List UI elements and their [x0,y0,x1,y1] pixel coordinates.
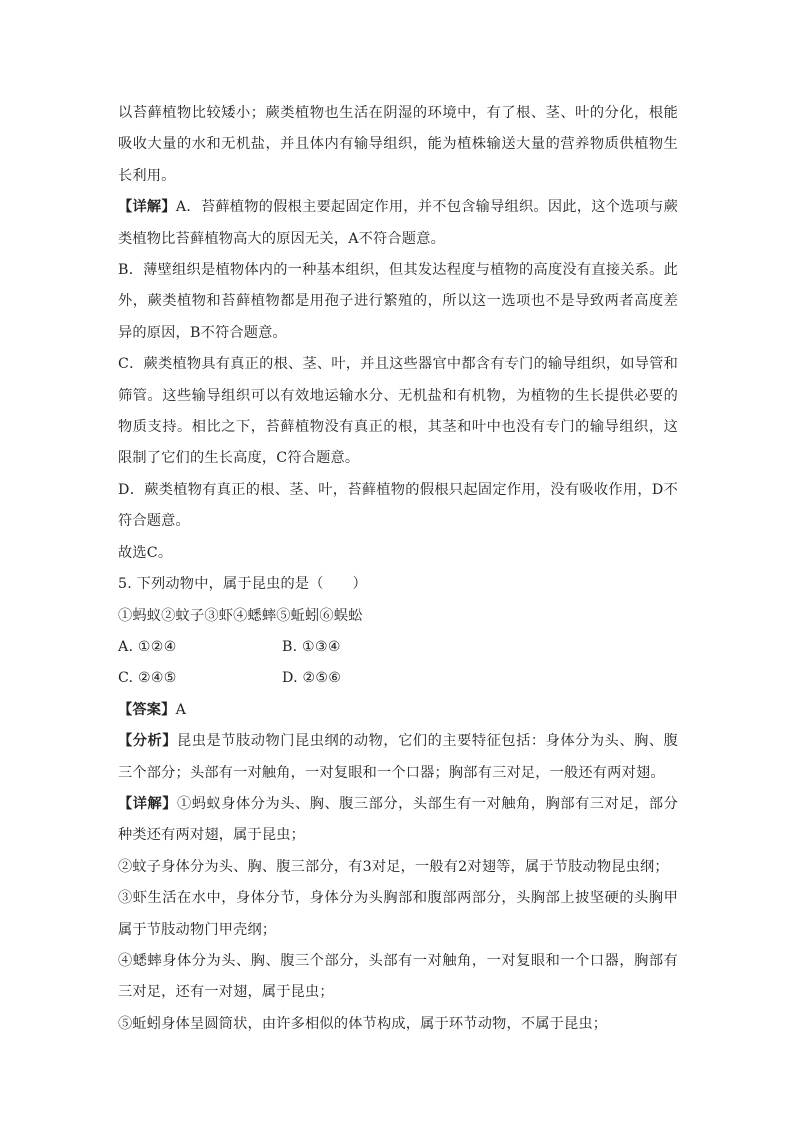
question-stem: 5. 下列动物中，属于昆虫的是（ ） [118,576,367,593]
paragraph-text: B．薄壁组织是植物体内的一种基本组织，但其发达程度与植物的高度没有直接关系。此外，蕨类植物和苔藓植物都是用孢子进行繁殖的，所以这一选项也不是导致两者高度差异的原因，B不符合题意。 [118,262,678,341]
paragraph-detail-a [118,192,678,255]
paragraph-text: ①蚂蚁身体分为头、胸、腹三部分，头部生有一对触角，胸部有三对足，部分种类还有两对翅，属于昆虫； [118,795,678,844]
question-items: ①蚂蚁②蚊子③虾④蟋蟀⑤蚯蚓⑥蜈蚣 [118,607,363,624]
option-row-2 [118,663,678,694]
answer-text: A [175,701,187,718]
answer-line [118,695,678,726]
section-label: 【详解】 [118,199,176,216]
paragraph-text: C．蕨类植物具有真正的根、茎、叶，并且这些器官中都含有专门的输导组织，如导管和筛管。这些输导组织可以有效地运输水分、无机盐和有机物，为植物的生长提供必要的物质支持。相比之下，苔藓植物没有真正的根，其茎和叶中也没有专门的输导组织，这限制了它们的生长高度，C符合题意。 [118,356,678,467]
paragraph-text: 故选C。 [118,544,173,561]
option-row-1 [118,632,678,663]
detail-paragraph [118,789,678,852]
paragraph-text: 以苔藓植物比较矮小；蕨类植物也生活在阴湿的环境中，有了根、茎、叶的分化，根能吸收大量的水和无机盐，并且体内有输导组织，能为植株输送大量的营养物质供植物生长利用。 [118,105,678,184]
paragraph-text: 昆虫是节肢动物门昆虫纲的动物，它们的主要特征包括：身体分为头、胸、腹三个部分；头部有一对触角，一对复眼和一个口器；胸部有三对足，一般还有两对翅。 [118,733,678,781]
detail-item-2: ②蚊子身体分为头、胸、腹三部分，有3对足，一般有2对翅等，属于节肢动物昆虫纲； [118,858,669,875]
section-label: 【分析】 [118,733,177,750]
paragraph-detail-c [118,349,678,475]
paragraph-text: D．蕨类植物有真正的根、茎、叶，苔藓植物的假根只起固定作用，没有吸收作用，D不符合题意。 [118,481,678,530]
option-a: A. ①②④ [118,638,177,655]
paragraph-conclusion [118,538,678,569]
detail-item-5: ⑤蚯蚓身体呈圆筒状，由许多相似的体节构成，属于环节动物，不属于昆虫； [118,1015,608,1032]
paragraph-text: A．苔藓植物的假根主要起固定作用，并不包含输导组织。因此，这个选项与蕨类植物比苔藓植物高大的原因无关，A不符合题意。 [118,199,678,247]
detail-item-3: ③虾生活在水中，身体分节，身体分为头胸部和腹部两部分，头胸部上披坚硬的头胸甲属于节肢动物门甲壳纲； [118,890,678,938]
section-label: 【详解】 [118,795,177,812]
option-c: C. ②④⑤ [118,670,177,687]
paragraph-detail-d [118,475,678,538]
detail-item-4: ④蟋蟀身体分为头、胸、腹三个部分，头部有一对触角，一对复眼和一个口器，胸部有三对足，还有一对翅，属于昆虫； [118,952,678,1001]
paragraph-continuation [118,98,678,192]
analysis-paragraph [118,726,678,789]
paragraph-detail-b [118,255,678,349]
page-content [118,98,678,1040]
option-b: B. ①③④ [282,638,341,655]
option-d: D. ②⑤⑥ [282,670,342,687]
section-label: 【答案】 [118,701,176,718]
